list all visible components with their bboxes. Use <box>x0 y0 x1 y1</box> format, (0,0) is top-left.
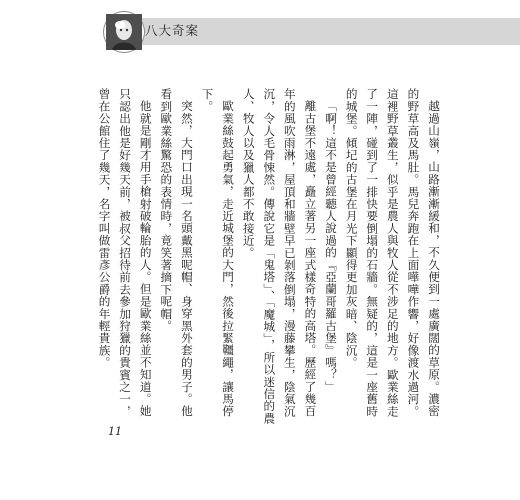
paragraph: 他就是剛才用手槍射破輪胎的人。但是歐業絲並不知道。她只認出他是好幾天前，被叔父招待前去參加狩獵的貴賓之一，曾在公館住了幾天，名字叫做雷彥公爵的年輕貴族。 <box>97 88 153 418</box>
body-text <box>97 88 444 428</box>
page-number: 11 <box>108 425 122 438</box>
paragraph: 歐業絲鼓起勇氣，走近城堡的大門，然後拉緊韁繩，讓馬停下。 <box>200 88 236 417</box>
paragraph: 離古堡不遠處，矗立著另一座式樣奇特的高塔。歷經了幾百年的風吹雨淋，屋頂和牆壁早已剝落倒塌，漫藤攀生，陰氣沉沉，令人毛骨悚然。傳說它是「鬼塔」、「魔城」，所以迷信的農人、牧人以及獵人都不敢接近。 <box>241 88 318 425</box>
portrait-logo-icon <box>104 12 144 52</box>
paragraph: 「啊！這不是曾經聽人說過的『亞蘭哥羅古堡』嗎？」 <box>324 99 339 393</box>
series-title: 八大奇案 <box>145 23 200 38</box>
paragraph: 越過山嶺，山路漸漸緩和，不久便到一處廣闊的草原。濃密的野草高及馬肚。馬兒奔跑在上面嘩嘩作響，好像渡水過河。這裡野草叢生，似乎是農人與牧人從不涉足的地方。歐業絲走了一陣，碰到了一排快要倒塌的石牆。無疑的，這是一座舊時的城堡。傾圮的古堡在月光下顯得更加灰暗、陰沉。 <box>344 88 441 418</box>
paragraph: 突然，大門口出現一名頭戴黑呢帽、身穿黑外套的男子。他看到歐業絲驚恐的表情時，竟笑著摘下呢帽。 <box>159 88 194 417</box>
